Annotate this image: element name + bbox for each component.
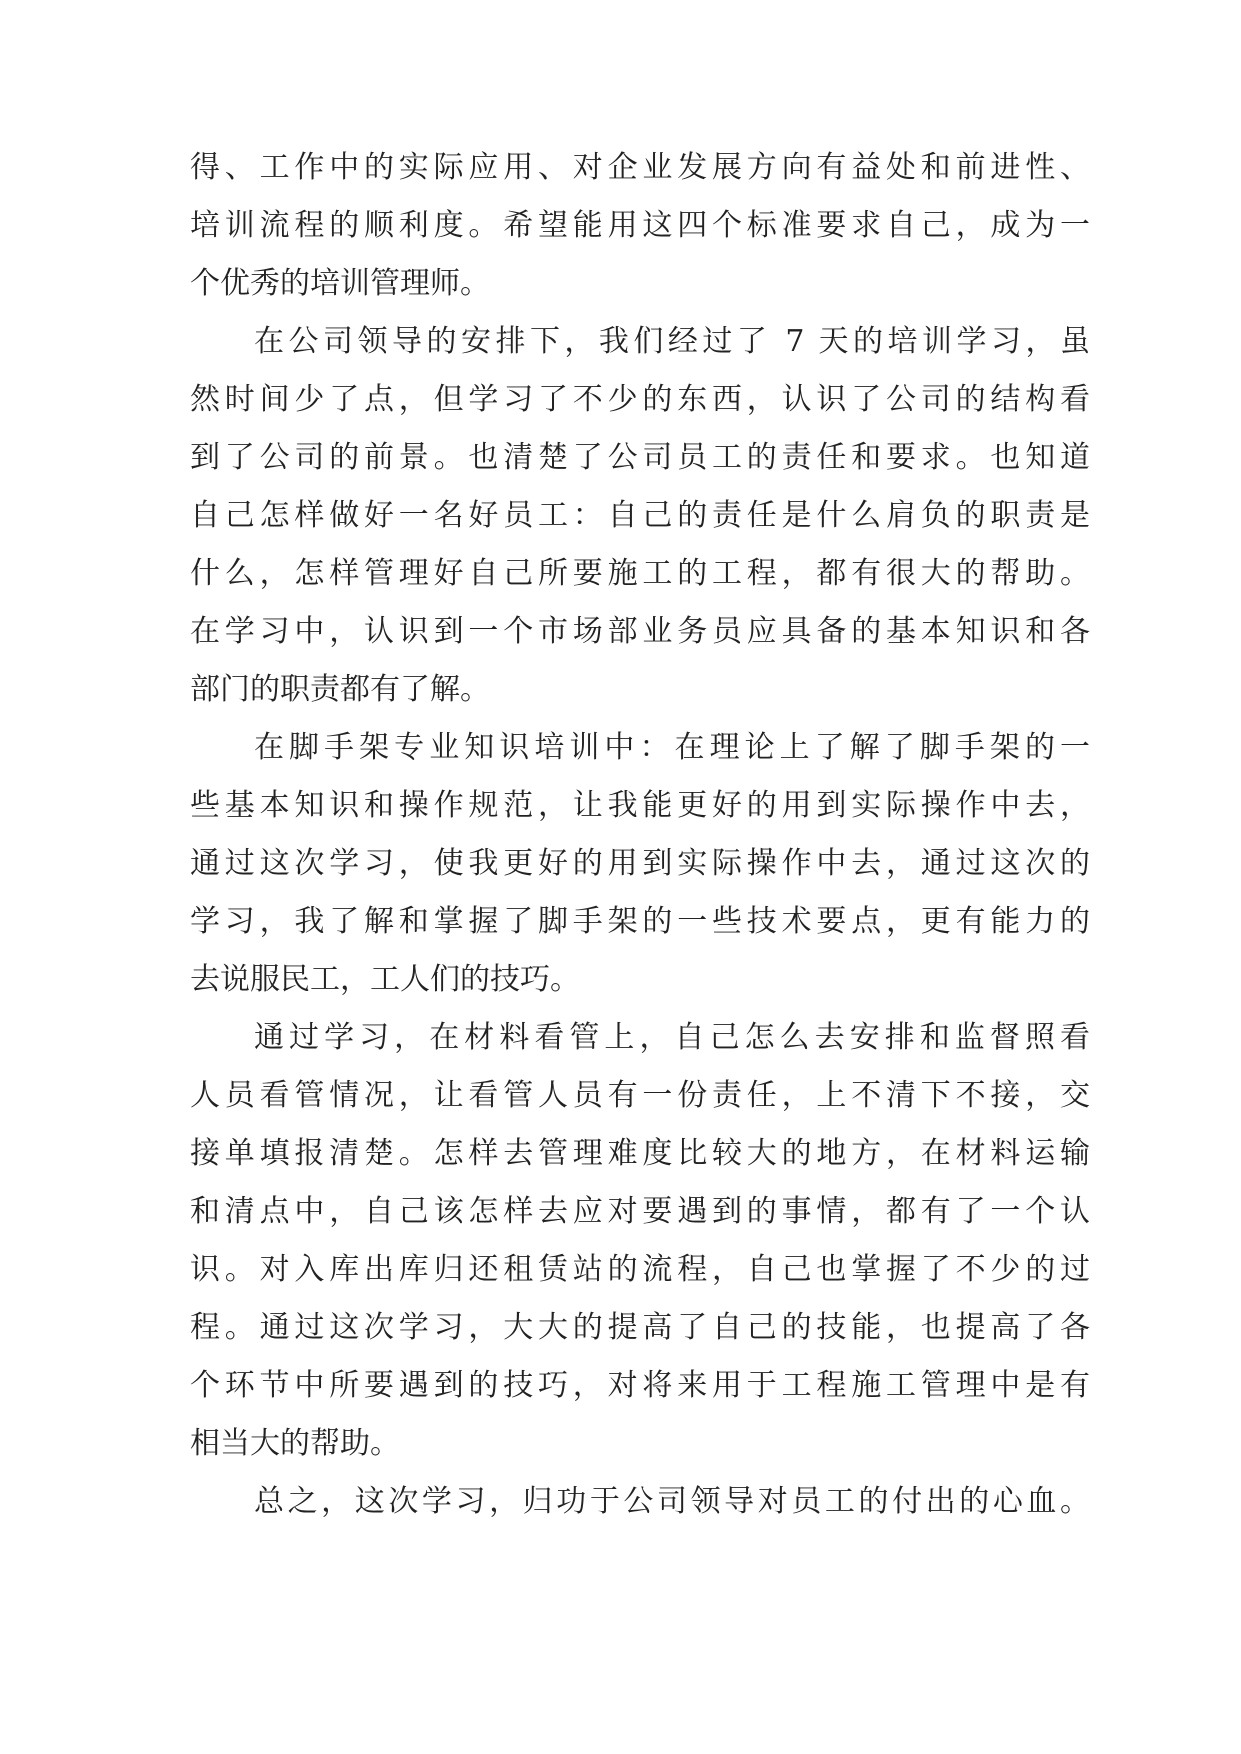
text-line: 通过这次学习，使我更好的用到实际操作中去，通过这次的 [190, 846, 1090, 881]
text-line: 个环节中所要遇到的技巧，对将来用于工程施工管理中是有 [190, 1368, 1090, 1403]
text-line: 程。通过这次学习，大大的提高了自己的技能，也提高了各 [190, 1310, 1090, 1345]
text-line: 个优秀的培训管理师。 [190, 266, 490, 301]
paragraph-first-line: 通过学习，在材料看管上，自己怎么去安排和监督照看 [254, 1020, 1090, 1055]
text-line: 人员看管情况，让看管人员有一份责任，上不清下不接，交 [190, 1078, 1090, 1113]
paragraph-first-line: 总之，这次学习，归功于公司领导对员工的付出的心血。 [254, 1484, 1090, 1519]
paragraph-first-line: 在脚手架专业知识培训中：在理论上了解了脚手架的一 [254, 730, 1090, 765]
text-line: 学习，我了解和掌握了脚手架的一些技术要点，更有能力的 [190, 904, 1090, 939]
text-line: 相当大的帮助。 [190, 1426, 400, 1461]
text-line: 在学习中，认识到一个市场部业务员应具备的基本知识和各 [190, 614, 1090, 649]
text-line: 什么，怎样管理好自己所要施工的工程，都有很大的帮助。 [190, 556, 1090, 591]
text-line: 到了公司的前景。也清楚了公司员工的责任和要求。也知道 [190, 440, 1090, 475]
text-line: 然时间少了点，但学习了不少的东西，认识了公司的结构看 [190, 382, 1090, 417]
text-line: 识。对入库出库归还租赁站的流程，自己也掌握了不少的过 [190, 1252, 1090, 1287]
text-line: 培训流程的顺利度。希望能用这四个标准要求自己，成为一 [190, 208, 1090, 243]
text-line: 接单填报清楚。怎样去管理难度比较大的地方，在材料运输 [190, 1136, 1090, 1171]
text-line: 和清点中，自己该怎样去应对要遇到的事情，都有了一个认 [190, 1194, 1090, 1229]
text-line: 得、工作中的实际应用、对企业发展方向有益处和前进性、 [190, 150, 1090, 185]
text-line: 自己怎样做好一名好员工：自己的责任是什么肩负的职责是 [190, 498, 1090, 533]
paragraph-first-line: 在公司领导的安排下，我们经过了 7 天的培训学习，虽 [254, 324, 1090, 359]
text-line: 部门的职责都有了解。 [190, 672, 490, 707]
text-line: 去说服民工，工人们的技巧。 [190, 962, 580, 997]
text-line: 些基本知识和操作规范，让我能更好的用到实际操作中去， [190, 788, 1090, 823]
